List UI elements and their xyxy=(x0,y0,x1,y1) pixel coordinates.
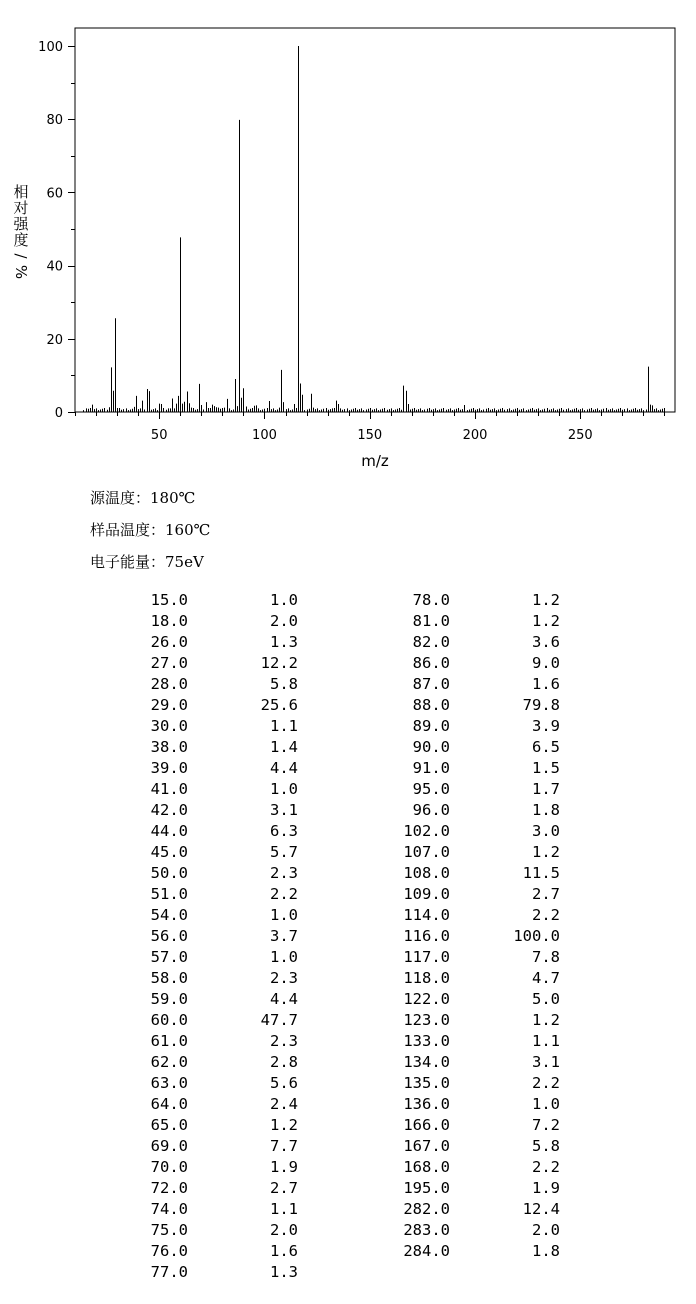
mz-cell: 64.0 xyxy=(150,1095,188,1113)
intensity-cell: 2.8 xyxy=(270,1053,298,1071)
mz-cell: 39.0 xyxy=(150,759,188,777)
intensity-cell: 5.8 xyxy=(270,675,298,693)
table-row xyxy=(100,1220,560,1241)
table-row xyxy=(100,1115,560,1136)
intensity-cell: 2.3 xyxy=(270,864,298,882)
intensity-cell: 1.9 xyxy=(532,1179,560,1197)
table-row xyxy=(100,695,560,716)
intensity-cell: 2.2 xyxy=(532,906,560,924)
mz-cell: 30.0 xyxy=(150,717,188,735)
intensity-cell: 47.7 xyxy=(260,1011,298,1029)
background-noise-peaks xyxy=(84,408,665,412)
mz-cell: 60.0 xyxy=(150,1011,188,1029)
intensity-cell: 1.5 xyxy=(532,759,560,777)
mz-cell: 78.0 xyxy=(412,591,450,609)
mz-cell: 72.0 xyxy=(150,1179,188,1197)
mz-cell: 51.0 xyxy=(150,885,188,903)
intensity-cell: 4.4 xyxy=(270,759,298,777)
table-row xyxy=(100,1073,560,1094)
intensity-cell: 1.2 xyxy=(532,1011,560,1029)
intensity-cell: 11.5 xyxy=(522,864,560,882)
x-tick-label: 200 xyxy=(462,428,488,443)
intensity-cell: 100.0 xyxy=(513,927,560,945)
y-axis-title-char: 度 xyxy=(13,231,29,249)
intensity-cell: 7.8 xyxy=(532,948,560,966)
table-row xyxy=(100,989,560,1010)
mz-cell: 42.0 xyxy=(150,801,188,819)
table-row xyxy=(100,716,560,737)
mz-cell: 70.0 xyxy=(150,1158,188,1176)
spectrum-peaks xyxy=(87,46,653,412)
plot-frame xyxy=(75,28,675,412)
mz-cell: 168.0 xyxy=(403,1158,450,1176)
mz-cell: 63.0 xyxy=(150,1074,188,1092)
intensity-cell: 1.1 xyxy=(270,717,298,735)
intensity-cell: 1.0 xyxy=(270,948,298,966)
mz-cell: 117.0 xyxy=(403,948,450,966)
intensity-cell: 12.4 xyxy=(522,1200,560,1218)
table-row xyxy=(100,821,560,842)
y-tick-label: 60 xyxy=(46,186,63,202)
y-axis-title-char: / xyxy=(12,253,30,259)
mz-cell: 86.0 xyxy=(412,654,450,672)
intensity-cell: 25.6 xyxy=(260,696,298,714)
mz-cell: 136.0 xyxy=(403,1095,450,1113)
mz-cell: 96.0 xyxy=(412,801,450,819)
mz-cell: 109.0 xyxy=(403,885,450,903)
sample-temperature: 样品温度：160℃ xyxy=(90,521,211,539)
y-axis-title-char: 强 xyxy=(13,215,29,233)
intensity-cell: 1.0 xyxy=(270,906,298,924)
mz-cell: 56.0 xyxy=(150,927,188,945)
intensity-cell: 7.7 xyxy=(270,1137,298,1155)
intensity-cell: 1.0 xyxy=(270,591,298,609)
table-row xyxy=(100,1136,560,1157)
intensity-cell: 4.7 xyxy=(532,969,560,987)
mz-cell: 74.0 xyxy=(150,1200,188,1218)
mz-cell: 89.0 xyxy=(412,717,450,735)
intensity-cell: 6.3 xyxy=(270,822,298,840)
intensity-cell xyxy=(450,1262,560,1283)
intensity-cell: 1.4 xyxy=(270,738,298,756)
table-row xyxy=(100,1052,560,1073)
mz-cell: 134.0 xyxy=(403,1053,450,1071)
mz-cell: 167.0 xyxy=(403,1137,450,1155)
y-tick-label: 0 xyxy=(54,406,63,421)
y-axis-title-char: % xyxy=(12,264,30,280)
x-axis-title: m/z xyxy=(361,452,389,470)
intensity-cell: 1.8 xyxy=(532,801,560,819)
intensity-cell: 3.9 xyxy=(532,717,560,735)
table-row xyxy=(100,611,560,632)
mz-cell: 45.0 xyxy=(150,843,188,861)
intensity-cell: 12.2 xyxy=(260,654,298,672)
mz-cell: 102.0 xyxy=(403,822,450,840)
table-row xyxy=(100,905,560,926)
x-tick-label: 150 xyxy=(357,428,383,443)
mz-cell: 81.0 xyxy=(412,612,450,630)
table-row xyxy=(100,1199,560,1220)
mz-cell: 69.0 xyxy=(150,1137,188,1155)
mz-cell: 75.0 xyxy=(150,1221,188,1239)
mz-cell: 114.0 xyxy=(403,906,450,924)
intensity-cell: 5.8 xyxy=(532,1137,560,1155)
source-temperature: 源温度：180℃ xyxy=(90,489,196,507)
mz-cell: 195.0 xyxy=(403,1179,450,1197)
table-row xyxy=(100,926,560,947)
intensity-cell: 1.2 xyxy=(532,843,560,861)
mz-cell: 61.0 xyxy=(150,1032,188,1050)
y-axis xyxy=(38,40,75,421)
table-row xyxy=(100,1262,560,1283)
mz-cell: 27.0 xyxy=(150,654,188,672)
mz-cell xyxy=(298,1262,450,1283)
y-tick-label: 80 xyxy=(46,113,63,129)
intensity-cell: 3.1 xyxy=(532,1053,560,1071)
table-row xyxy=(100,590,560,611)
x-tick-label: 50 xyxy=(150,428,168,443)
intensity-cell: 1.2 xyxy=(532,612,560,630)
intensity-cell: 2.3 xyxy=(270,969,298,987)
mz-cell: 76.0 xyxy=(150,1242,188,1260)
intensity-cell: 7.2 xyxy=(532,1116,560,1134)
intensity-cell: 3.1 xyxy=(270,801,298,819)
mz-cell: 41.0 xyxy=(150,780,188,798)
table-row xyxy=(100,737,560,758)
intensity-cell: 1.0 xyxy=(270,780,298,798)
mz-cell: 65.0 xyxy=(150,1116,188,1134)
intensity-cell: 3.7 xyxy=(270,927,298,945)
mz-cell: 108.0 xyxy=(403,864,450,882)
intensity-cell: 2.4 xyxy=(270,1095,298,1113)
y-tick-label: 40 xyxy=(46,259,63,275)
y-axis-title-char: 相 xyxy=(13,183,29,201)
mz-cell: 62.0 xyxy=(150,1053,188,1071)
mz-cell: 116.0 xyxy=(403,927,450,945)
x-tick-label: 250 xyxy=(567,428,593,443)
mz-cell: 50.0 xyxy=(150,864,188,882)
intensity-cell: 2.0 xyxy=(270,612,298,630)
mz-cell: 118.0 xyxy=(403,969,450,987)
mz-cell: 15.0 xyxy=(150,591,188,609)
intensity-cell: 1.6 xyxy=(270,1242,298,1260)
intensity-cell: 3.0 xyxy=(532,822,560,840)
intensity-cell: 2.0 xyxy=(532,1221,560,1239)
y-axis-title xyxy=(12,183,30,279)
mz-cell: 91.0 xyxy=(412,759,450,777)
mz-cell: 166.0 xyxy=(403,1116,450,1134)
table-row xyxy=(100,800,560,821)
mz-cell: 282.0 xyxy=(403,1200,450,1218)
intensity-cell: 1.7 xyxy=(532,780,560,798)
intensity-cell: 5.6 xyxy=(270,1074,298,1092)
mz-cell: 107.0 xyxy=(403,843,450,861)
mz-cell: 133.0 xyxy=(403,1032,450,1050)
intensity-cell: 6.5 xyxy=(532,738,560,756)
intensity-cell: 79.8 xyxy=(522,696,560,714)
intensity-cell: 1.9 xyxy=(270,1158,298,1176)
y-axis-title-char: 对 xyxy=(13,199,29,217)
table-row xyxy=(100,884,560,905)
intensity-cell: 1.2 xyxy=(270,1116,298,1134)
mz-cell: 38.0 xyxy=(150,738,188,756)
mz-cell: 29.0 xyxy=(150,696,188,714)
intensity-cell: 1.3 xyxy=(270,633,298,651)
intensity-cell: 1.0 xyxy=(532,1095,560,1113)
table-row xyxy=(100,1010,560,1031)
table-row xyxy=(100,863,560,884)
intensity-cell: 1.2 xyxy=(532,591,560,609)
mz-cell: 26.0 xyxy=(150,633,188,651)
y-tick-label: 100 xyxy=(38,40,63,55)
intensity-cell: 1.3 xyxy=(270,1263,298,1281)
intensity-cell: 2.3 xyxy=(270,1032,298,1050)
electron-energy: 电子能量：75eV xyxy=(90,553,204,571)
table-row xyxy=(100,968,560,989)
mz-cell: 284.0 xyxy=(403,1242,450,1260)
table-row xyxy=(100,632,560,653)
intensity-cell: 3.6 xyxy=(532,633,560,651)
intensity-cell: 4.4 xyxy=(270,990,298,1008)
mz-cell: 54.0 xyxy=(150,906,188,924)
table-row xyxy=(100,674,560,695)
mz-cell: 95.0 xyxy=(412,780,450,798)
y-tick-label: 20 xyxy=(46,332,63,348)
mz-cell: 123.0 xyxy=(403,1011,450,1029)
x-axis xyxy=(76,412,665,443)
intensity-cell: 2.2 xyxy=(270,885,298,903)
intensity-cell: 5.0 xyxy=(532,990,560,1008)
mz-cell: 135.0 xyxy=(403,1074,450,1092)
intensity-cell: 1.6 xyxy=(532,675,560,693)
table-row xyxy=(100,779,560,800)
mz-cell: 88.0 xyxy=(412,696,450,714)
mz-cell: 283.0 xyxy=(403,1221,450,1239)
mz-cell: 44.0 xyxy=(150,822,188,840)
intensity-cell: 2.7 xyxy=(270,1179,298,1197)
mz-cell: 90.0 xyxy=(412,738,450,756)
intensity-cell: 1.8 xyxy=(532,1242,560,1260)
mz-cell: 82.0 xyxy=(412,633,450,651)
mz-cell: 59.0 xyxy=(150,990,188,1008)
mz-cell: 28.0 xyxy=(150,675,188,693)
peak-list-table xyxy=(100,590,560,1283)
mz-cell: 87.0 xyxy=(412,675,450,693)
mz-cell: 122.0 xyxy=(403,990,450,1008)
intensity-cell: 5.7 xyxy=(270,843,298,861)
mz-cell: 18.0 xyxy=(150,612,188,630)
table-row xyxy=(100,653,560,674)
x-tick-label: 100 xyxy=(252,428,277,443)
intensity-cell: 1.1 xyxy=(532,1032,560,1050)
intensity-cell: 1.1 xyxy=(270,1200,298,1218)
table-row xyxy=(100,842,560,863)
intensity-cell: 9.0 xyxy=(532,654,560,672)
table-row xyxy=(100,1241,560,1262)
intensity-cell: 2.0 xyxy=(270,1221,298,1239)
table-row xyxy=(100,1094,560,1115)
table-row xyxy=(100,1031,560,1052)
table-row xyxy=(100,758,560,779)
mz-cell: 58.0 xyxy=(150,969,188,987)
intensity-cell: 2.2 xyxy=(532,1158,560,1176)
intensity-cell: 2.7 xyxy=(532,885,560,903)
table-row xyxy=(100,1157,560,1178)
mass-spectrum-chart xyxy=(0,0,696,480)
table-row xyxy=(100,947,560,968)
mz-cell: 57.0 xyxy=(150,948,188,966)
mz-cell: 77.0 xyxy=(150,1263,188,1281)
table-row xyxy=(100,1178,560,1199)
intensity-cell: 2.2 xyxy=(532,1074,560,1092)
